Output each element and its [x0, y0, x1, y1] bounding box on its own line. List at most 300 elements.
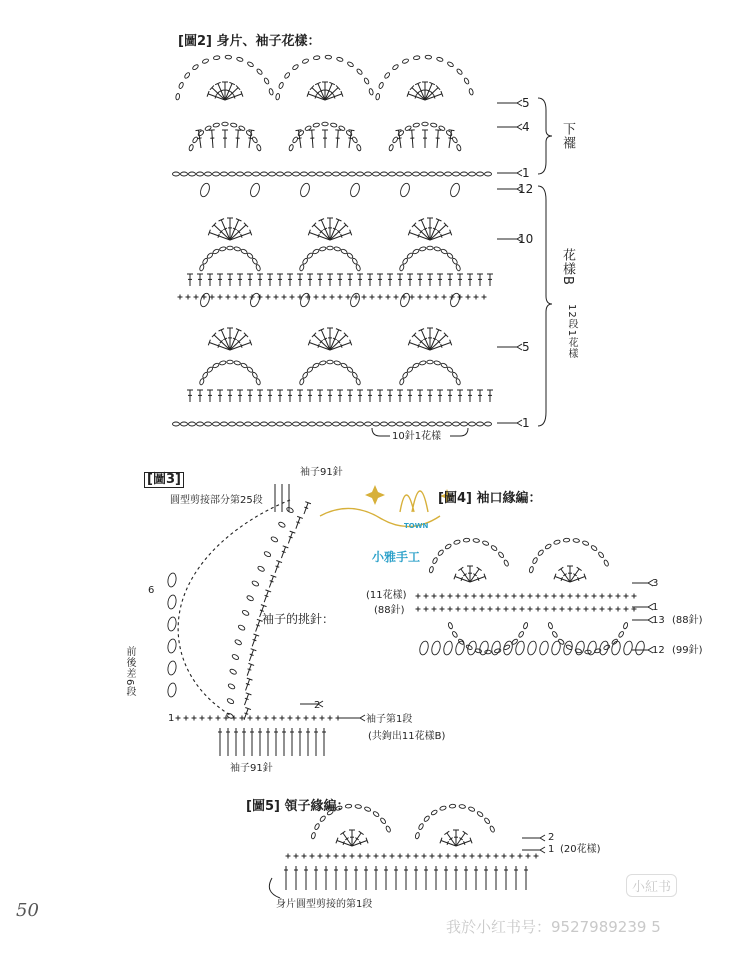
diagram5-fan [359, 831, 364, 834]
diagram4-row-13-note: (88針) [672, 615, 703, 626]
diagram4-row-1: 1 [652, 602, 659, 613]
diagram2-row4-stitch [398, 130, 401, 148]
diagram2-pattern-arc [340, 248, 347, 254]
diagram3-row-6: 6 [148, 585, 155, 596]
diagram4-leaf [622, 640, 633, 656]
diagram2-foundation-chain [317, 422, 324, 426]
diagram2-pattern-arc [352, 372, 359, 379]
diagram2-top-arc [325, 55, 332, 59]
diagram5-top-arc [439, 805, 446, 810]
diagram2-base-chain [285, 172, 292, 176]
diagram2-pattern-arc [306, 252, 313, 259]
diagram2-top-fan [434, 95, 435, 99]
diagram2-row4-stitch [349, 130, 355, 131]
diagram2-leaf-motif [449, 292, 461, 308]
diagram2-base-chain [317, 172, 324, 176]
diagram2-leaf-motif [249, 182, 261, 198]
diagram2-pattern-fan [341, 234, 342, 238]
diagram2-pattern-arc [240, 362, 247, 368]
diagram4-fan [578, 577, 579, 581]
diagram2-foundation-chain [181, 422, 188, 426]
diagram2-row4-stitch [448, 138, 452, 139]
logo-sparkle-left [365, 485, 385, 505]
diagram2-pattern-fan [218, 344, 219, 348]
diagram2-leaf-motif [399, 182, 411, 198]
diagram2-base-chain [381, 172, 388, 176]
diagram2-top-arc [463, 77, 469, 84]
diagram2-base-chain [429, 172, 436, 176]
diagram2-row-1-top: 1 [522, 166, 530, 180]
diagram3-leaf-motif [167, 616, 177, 631]
diagram3-chain-stitch [246, 595, 254, 602]
watermark-account: 我於小红书号：9527989239 5 [446, 918, 661, 936]
diagram3-chain-stitch [229, 668, 237, 675]
diagram2-row4-stitch [437, 130, 438, 148]
diagram2-top-arc [425, 55, 432, 59]
diagram2-pattern-arc [399, 264, 405, 271]
diagram4-fan [558, 567, 563, 570]
diagram4-top-arc [532, 557, 538, 564]
diagram2-mid-arc [292, 136, 299, 143]
diagram4-fan [577, 567, 582, 570]
diagram4-row-13: 13 [652, 615, 665, 626]
diagram4-fan [477, 567, 482, 570]
diagram5-top-arc [314, 823, 320, 830]
diagram4-row-3: 3 [652, 578, 659, 589]
diagram2-top-arc [369, 88, 374, 95]
sleeve-row1-note: (共鉤出11花樣B) [368, 731, 446, 742]
diagram2-foundation-chain [173, 422, 180, 426]
diagram2-pattern-fan [330, 225, 346, 240]
diagram2-mid-arc [422, 122, 428, 126]
diagram2-mid-arc [413, 123, 420, 128]
diagram4-top-arc [582, 540, 589, 546]
diagram2-base-chain [253, 172, 260, 176]
diagram5-top-arc [311, 832, 316, 839]
diagram2-top-arc [384, 72, 391, 79]
diagram4-top-arc [498, 551, 505, 558]
hem-brace [538, 98, 552, 174]
diagram2-mid-arc [330, 123, 337, 128]
diagram2-top-arc [392, 64, 399, 71]
diagram2-top-fan [315, 95, 316, 99]
diagram4-leaf [634, 640, 645, 656]
diagram2-row4-stitch [337, 130, 338, 148]
diagram2-row4-stitch [348, 138, 352, 139]
diagram2-foundation-chain [197, 422, 204, 426]
diagram2-base-chain [261, 172, 268, 176]
diagram2-row4-stitch [349, 130, 352, 148]
diagram2-leaf-motif [349, 182, 361, 198]
diagram2-top-arc [178, 82, 184, 89]
diagram2-base-chain [405, 172, 412, 176]
diagram2-leaf-motif [199, 292, 211, 308]
diagram2-pattern-fan [418, 344, 419, 348]
diagram4-leaf [490, 640, 501, 656]
diagram3-chain-stitch [263, 551, 271, 558]
diagram5-top-arc [355, 804, 362, 809]
diagram3-dc-stitch [296, 522, 300, 523]
diagram2-row-12: 12 [518, 182, 534, 196]
diagram2-pattern-arc [399, 378, 405, 385]
diagram2-pattern-arc [302, 258, 309, 265]
diagram4-top-arc [445, 543, 452, 550]
diagram2-row-4: 4 [522, 120, 530, 134]
diagram2-pattern-arc [434, 360, 441, 365]
diagram4-bottom-arc [503, 644, 510, 650]
diagram2-row4-stitch [237, 130, 238, 148]
diagram4-row-12: 12 [652, 645, 665, 656]
diagram2-pattern-arc [234, 360, 241, 365]
diagram2-pattern-arc [402, 372, 409, 379]
diagram4-leaf [430, 640, 441, 656]
diagram3-dc-stitch [253, 639, 257, 640]
diagram5-fan [447, 841, 448, 845]
diagram3-chain-stitch [242, 609, 250, 616]
diagram2-base-chain [461, 172, 468, 176]
diagram3-leaf-motif [167, 682, 177, 697]
diagram3-leaf-motif [167, 594, 177, 609]
diagram2-base-chain [469, 172, 476, 176]
diagram2-foundation-chain [269, 422, 276, 426]
diagram2-row4-stitch [398, 138, 402, 139]
diagram3-row-2: 2 [314, 700, 321, 711]
diagram2-foundation-chain [221, 422, 228, 426]
diagram2-pattern-arc [334, 360, 341, 365]
diagram5-fan [463, 831, 468, 834]
diagram2-foundation-chain [453, 422, 460, 426]
diagram2-pattern-arc [212, 362, 219, 368]
diagram2-mid-arc [222, 122, 228, 126]
diagram4-bottom-arc [623, 622, 629, 629]
diagram2-base-chain [437, 172, 444, 176]
diagram2-foundation-chain [277, 422, 284, 426]
diagram4-top-arc [563, 538, 570, 542]
diagram2-base-chain [357, 172, 364, 176]
diagram4-bottom-arc [448, 622, 454, 629]
diagram4-bottom-arc [552, 631, 559, 638]
diagram2-foundation-chain [237, 422, 244, 426]
diagram2-foundation-chain [333, 422, 340, 426]
diagram2-base-chain [293, 172, 300, 176]
diagram2-top-arc [225, 55, 232, 59]
diagram2-leaf-motif [449, 182, 461, 198]
diagram3-chain-stitch [251, 580, 259, 587]
diagram2-base-chain [245, 172, 252, 176]
diagram4-fan [461, 577, 462, 581]
diagram2-top-arc [456, 68, 463, 75]
diagram4-leaf [418, 640, 429, 656]
diagram2-pattern-arc [227, 246, 233, 250]
diagram2-base-chain [421, 172, 428, 176]
diagram2-row4-stitch [312, 130, 313, 148]
diagram4-row-12-note: (99針) [672, 645, 703, 656]
diagram2-foundation-chain [469, 422, 476, 426]
diagram2-pattern-arc [206, 252, 213, 259]
diagram2-pattern-fan [441, 234, 442, 238]
diagram2-row4-stitch [212, 130, 213, 148]
diagram4-top-arc [482, 540, 489, 546]
diagram2-top-arc [284, 72, 291, 79]
diagram2-row-1-bottom: 1 [522, 416, 530, 430]
diagram4-bottom-arc [466, 644, 473, 650]
diagram2-pattern-arc [427, 246, 433, 250]
diagram2-pattern-arc [355, 264, 361, 271]
diagram2-top-fan [334, 95, 335, 99]
diagram2-base-chain [325, 172, 332, 176]
diagram3-row1-arrow [360, 715, 365, 718]
diagram4-fan [478, 577, 479, 581]
diagram3-dc-stitch [256, 625, 260, 626]
diagram2-pattern-arc [212, 248, 219, 254]
diagram2-pattern-arc [352, 258, 359, 265]
diagram4-bottom-arc [485, 650, 491, 654]
diagram2-pattern-fan [414, 335, 430, 350]
diagram2-top-arc [402, 58, 409, 64]
diagram2-pattern-arc [199, 264, 205, 271]
diagram3-dc-stitch [270, 581, 274, 582]
diagram2-top-fan [234, 95, 235, 99]
diagram2-pattern-arc [312, 248, 319, 254]
diagram2-pattern-arc [299, 378, 305, 385]
diagram4-top-arc [432, 557, 438, 564]
diagram2-base-chain [301, 172, 308, 176]
diagram5-row1-arrow [540, 850, 545, 853]
diagram2-base-chain [445, 172, 452, 176]
diagram2-pattern-arc [346, 366, 353, 373]
diagram5-title: [圖5] 領子緣編： [246, 799, 350, 814]
diagram3-chain-stitch [270, 536, 278, 543]
diagram2-pattern-arc [246, 252, 253, 259]
diagram4-leaf [442, 640, 453, 656]
diagram5-row2-arrow [540, 838, 545, 841]
diagram2-foundation-chain [205, 422, 212, 426]
diagram2-mid-arc [192, 136, 199, 143]
diagram2-pattern-fan [314, 335, 330, 350]
diagram2-pattern-arc [419, 360, 426, 365]
diagram2-row4-stitch [249, 130, 252, 148]
diagram2-foundation-chain [213, 422, 220, 426]
diagram2-base-chain [173, 172, 180, 176]
diagram2-row4-stitch [449, 130, 452, 148]
diagram3-dc-stitch [246, 684, 250, 685]
diagram2-row-10: 10 [518, 232, 534, 246]
diagram3-chain-stitch [228, 683, 236, 690]
diagram2-pattern-arc [319, 246, 326, 251]
diagram2-top-arc [447, 61, 454, 67]
diagram5-top-arc [364, 806, 371, 812]
diagram5-row-1: 1 [548, 844, 555, 855]
diagram4-bottom-arc [523, 622, 529, 629]
diagram2-top-arc [292, 64, 299, 71]
round-cut-row25-label: 圓型剪接部分第25段 [170, 495, 263, 506]
diagram2-pattern-fan [314, 225, 330, 240]
diagram2-foundation-chain [365, 422, 372, 426]
diagram2-pattern-arc [434, 246, 441, 251]
diagram4-bottom-arc [494, 648, 501, 653]
diagram2-pattern-arc [252, 372, 259, 379]
diagram2-foundation-chain [341, 422, 348, 426]
diagram2-pattern-arc [202, 258, 209, 265]
diagram3-title: [圖3] [144, 472, 184, 488]
diagram2-foundation-chain [245, 422, 252, 426]
diagram2-top-arc [313, 55, 320, 60]
diagram2-base-chain [413, 172, 420, 176]
diagram2-top-arc [347, 61, 354, 67]
diagram2-top-arc [356, 68, 363, 75]
diagram2-top-fan [215, 95, 216, 99]
diagram2-pattern-arc [219, 246, 226, 251]
diagram5-top-arc [372, 811, 379, 818]
diagram3-leaf-motif [167, 572, 177, 587]
diagram2-pattern-arc [255, 378, 261, 385]
diagram2-mid-arc [430, 123, 437, 128]
diagram5-row-1-note: (20花樣) [560, 844, 601, 855]
diagram3-dc-stitch [250, 654, 254, 655]
diagram5-top-arc [380, 817, 387, 824]
diagram5-top-arc [319, 815, 326, 822]
diagram2-leaf-motif [199, 182, 211, 198]
diagram5-top-arc [449, 804, 456, 808]
diagram2-row4-stitch [298, 138, 302, 139]
diagram3-chain-stitch [286, 507, 294, 514]
diagram2-foundation-chain [461, 422, 468, 426]
diagram2-pattern-arc [440, 248, 447, 254]
diagram2-base-chain [205, 172, 212, 176]
diagram4-bottom-arc [452, 631, 459, 638]
diagram2-pattern-arc [302, 372, 309, 379]
page-number: 50 [16, 900, 39, 921]
diagram2-foundation-chain [445, 422, 452, 426]
diagram2-pattern-fan [430, 225, 446, 240]
diagram2-mid-arc [456, 144, 462, 151]
pattern-b-label: 花樣B [560, 248, 575, 286]
diagram2-row4-stitch [196, 130, 202, 131]
diagram2-pattern-arc [340, 362, 347, 368]
diagram2-top-arc [192, 64, 199, 71]
diagram4-top-arc [453, 539, 460, 544]
diagram2-pattern-arc [346, 252, 353, 259]
diagram4-bottom-arc [603, 644, 610, 650]
diagram2-mid-arc [252, 136, 259, 143]
diagram4-top-arc [553, 539, 560, 544]
diagram5-top-arc [459, 804, 466, 809]
diagram3-row-1: 1 [168, 713, 175, 724]
diagram4-top-arc [529, 566, 534, 573]
diagram2-pattern-arc [406, 366, 413, 373]
diagram2-pattern-arc [299, 264, 305, 271]
repeat-10-stitches-label: 10針1花樣 [392, 431, 442, 442]
diagram2-top-arc [256, 68, 263, 75]
diagram4-fan [561, 577, 562, 581]
diagram2-row4-stitch [198, 138, 202, 139]
diagram4-top-arc [437, 549, 444, 556]
diagram2-top-arc [378, 82, 384, 89]
diagram2-pattern-fan [441, 344, 442, 348]
diagram2-pattern-arc [427, 360, 433, 364]
diagram2-foundation-chain [325, 422, 332, 426]
diagram2-base-chain [453, 172, 460, 176]
diagram2-mid-arc [356, 144, 362, 151]
body-round-row1-label: 身片圓型剪接的第1段 [276, 899, 373, 910]
diagram2-base-chain [189, 172, 196, 176]
diagram2-foundation-chain [477, 422, 484, 426]
diagram2-pattern-fan [341, 344, 342, 348]
diagram2-foundation-chain [293, 422, 300, 426]
diagram2-top-arc [175, 93, 180, 100]
diagram2-base-chain [269, 172, 276, 176]
diagram2-foundation-chain [381, 422, 388, 426]
diagram4-bottom-arc [475, 648, 482, 653]
diagram2-mid-arc [452, 136, 459, 143]
diagram2-pattern-arc [206, 366, 213, 373]
diagram3-row1-arrow [360, 718, 365, 721]
diagram2-foundation-chain [189, 422, 196, 426]
diagram2-mid-arc [352, 136, 359, 143]
diagram2-mid-arc [322, 122, 328, 126]
diagram3-chain-stitch [257, 565, 265, 572]
diagram2-foundation-chain [373, 422, 380, 426]
logo-flame [400, 491, 428, 512]
diagram4-top-arc [473, 538, 480, 543]
diagram2-foundation-chain [405, 422, 412, 426]
diagram2-base-chain [397, 172, 404, 176]
diagram4-bottom-arc [558, 638, 565, 645]
diagram2-pattern-arc [412, 362, 419, 368]
diagram2-top-arc [302, 58, 309, 64]
diagram2-row4-stitch [449, 130, 455, 131]
diagram2-base-chain [229, 172, 236, 176]
diagram2-pattern-arc [440, 362, 447, 368]
sleeve-91-bottom-label: 袖子91針 [230, 763, 273, 774]
diagram2-mid-arc [188, 144, 194, 151]
diagram2-top-arc [336, 57, 343, 62]
diagram2-base-chain [477, 172, 484, 176]
diagram5-fan [464, 841, 465, 845]
diagram2-mid-arc [213, 123, 220, 128]
diagram2-base-chain [213, 172, 220, 176]
diagram2-pattern-arc [446, 252, 453, 259]
diagram5-row2-arrow [540, 835, 545, 838]
diagram2-row4-stitch [298, 130, 301, 148]
diagram2-foundation-chain [301, 422, 308, 426]
diagram3-chain-stitch [278, 521, 286, 528]
diagram4-top-arc [545, 543, 552, 550]
diagram2-top-arc [413, 55, 420, 60]
diagram2-top-arc [213, 55, 220, 60]
diagram2-mid-arc [230, 123, 237, 128]
diagram2-row4-stitch [396, 130, 402, 131]
watermark-badge: 小紅书 [626, 874, 677, 897]
diagram2-top-arc [202, 58, 209, 64]
diagram3-chain-stitch [238, 624, 246, 631]
diagram2-top-arc [236, 57, 243, 62]
diagram2-mid-arc [256, 144, 262, 151]
sleeve-91-top-label: 袖子91針 [300, 467, 343, 478]
diagram2-pattern-arc [355, 378, 361, 385]
diagram2-pattern-fan [230, 225, 246, 240]
diagram2-pattern-arc [455, 264, 461, 271]
diagram2-pattern-arc [406, 252, 413, 259]
diagram2-row4-stitch [248, 138, 252, 139]
diagram2-base-chain [365, 172, 372, 176]
diagram2-pattern-arc [452, 258, 459, 265]
diagram4-repeat-label: (11花樣) [366, 590, 407, 601]
diagram2-foundation-chain [437, 422, 444, 426]
diagram2-pattern-arc [319, 360, 326, 365]
diagram2-base-chain [237, 172, 244, 176]
diagram2-mid-arc [388, 144, 394, 151]
